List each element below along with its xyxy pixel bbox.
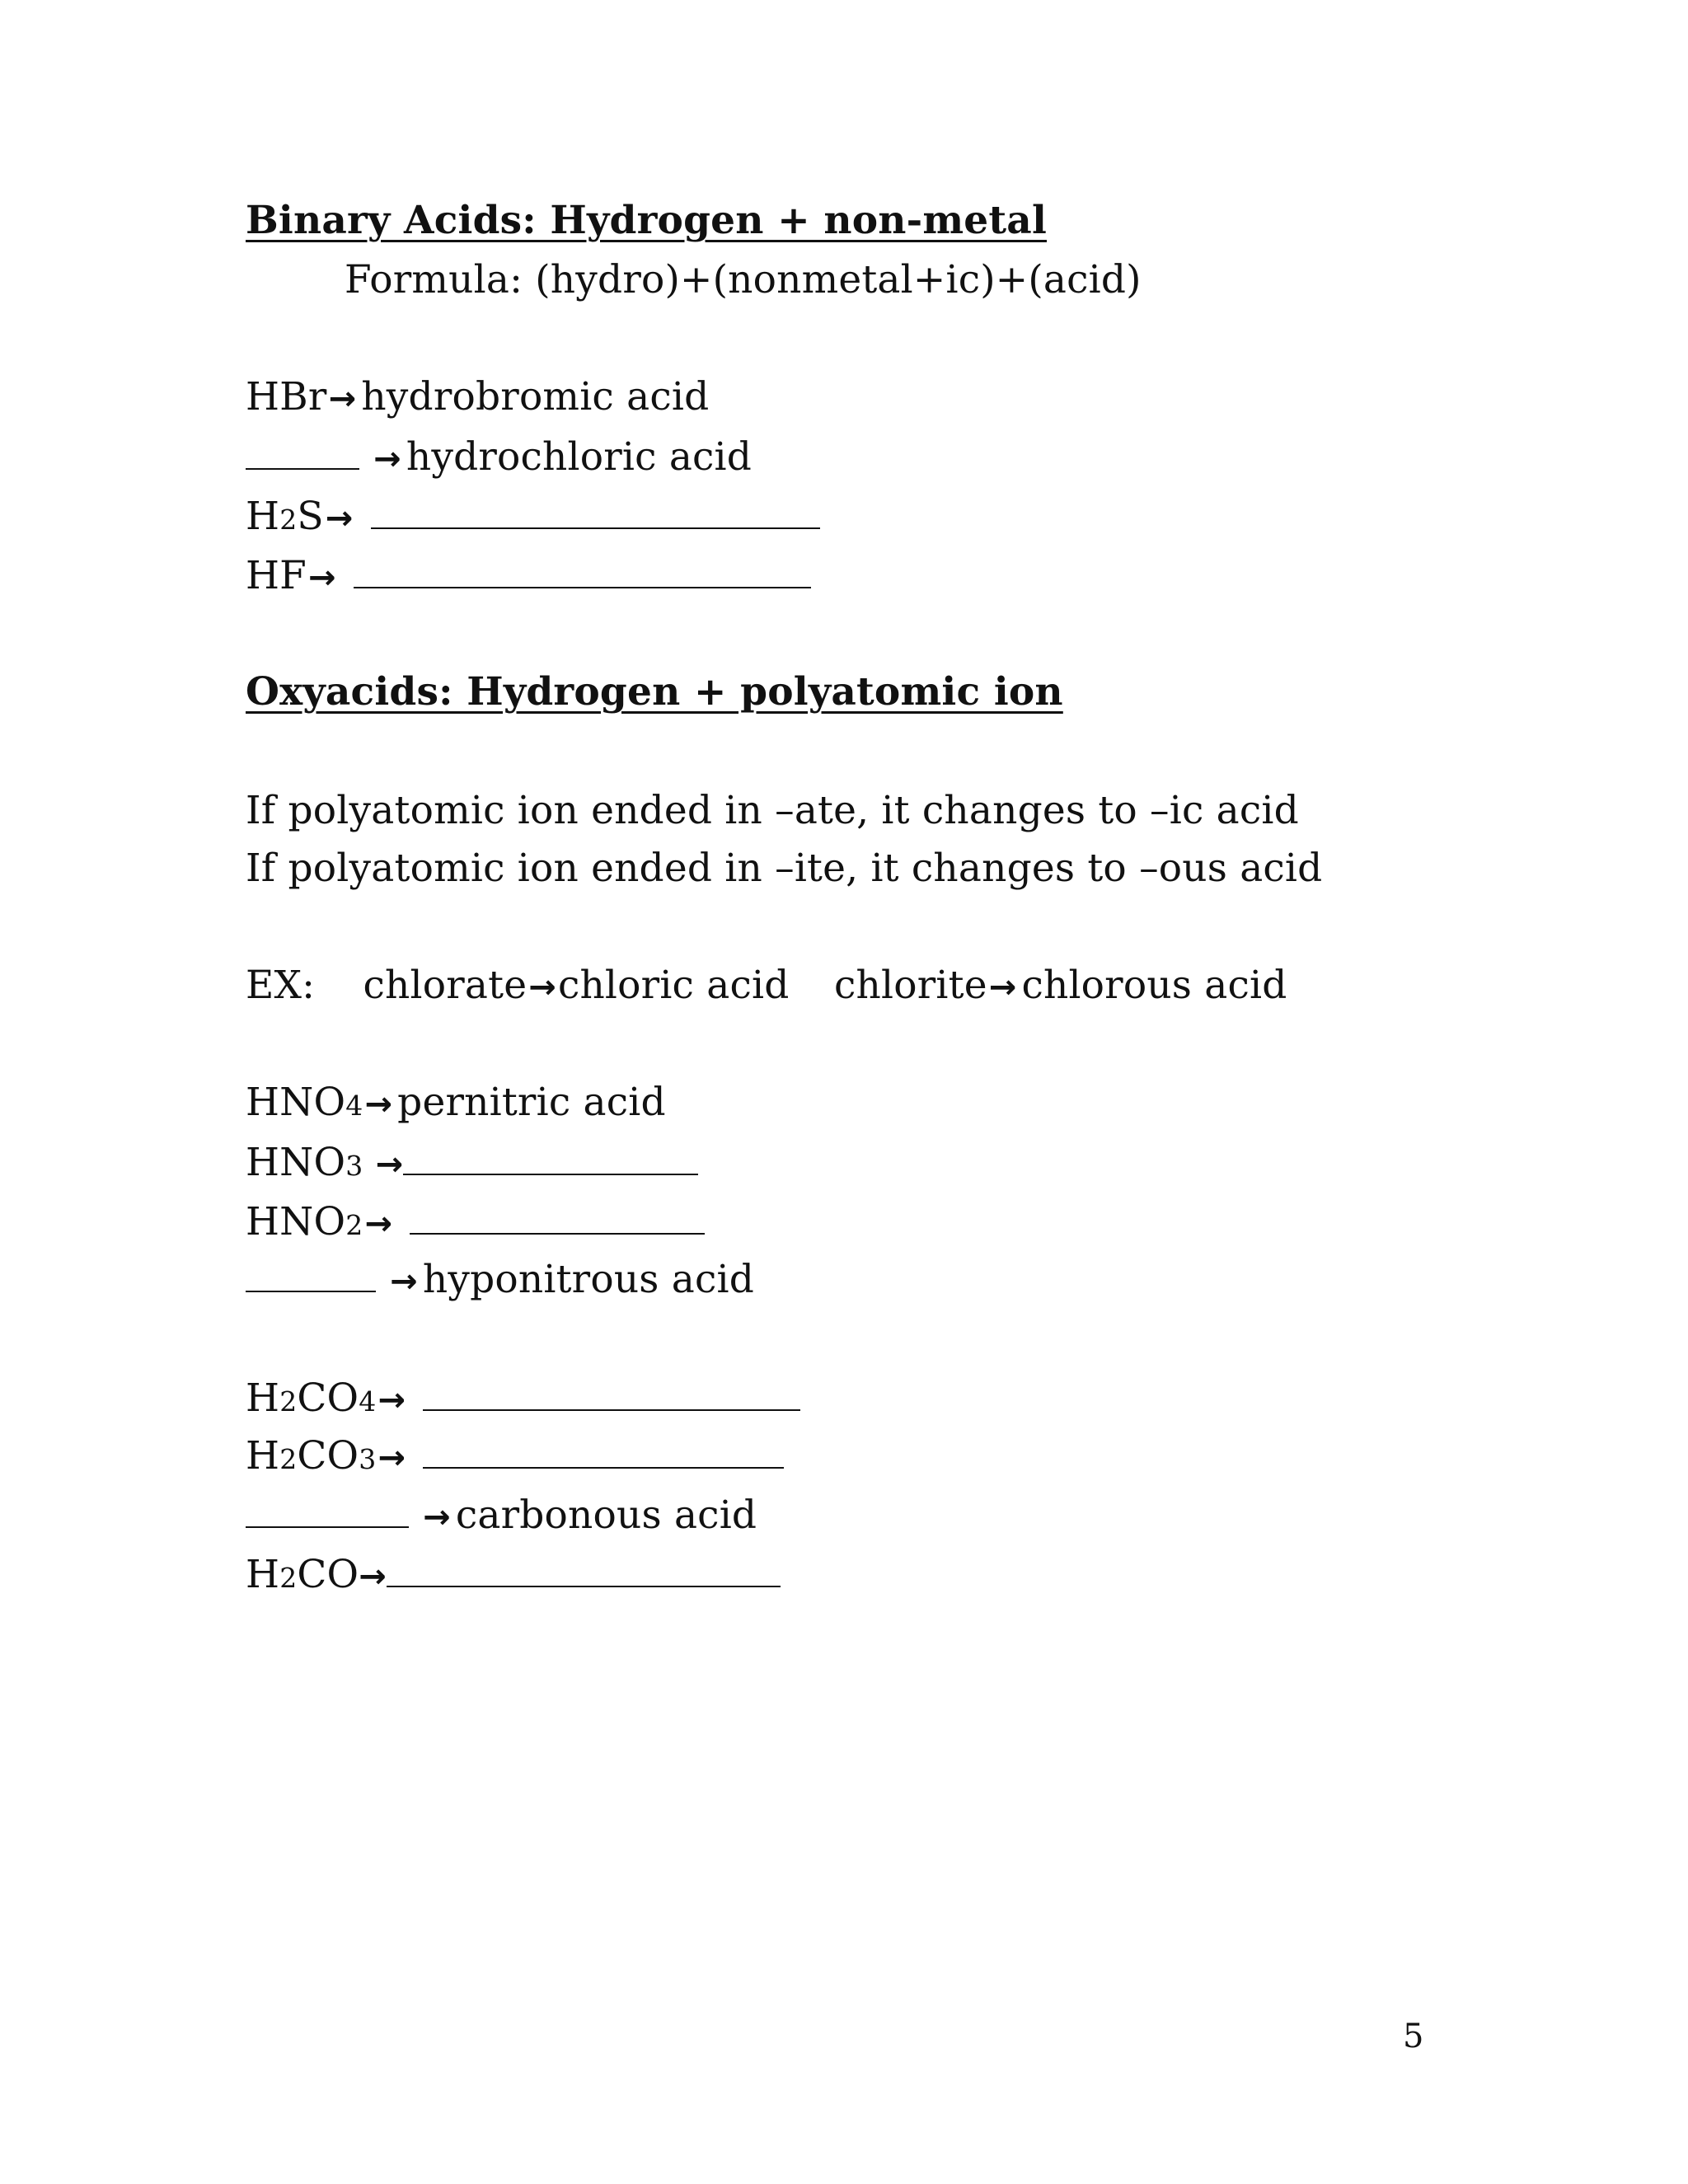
acid-name: carbonous acid (455, 1493, 757, 1538)
example-2-right: chlorous acid (1021, 963, 1287, 1008)
right-arrow-icon: → (423, 1498, 451, 1536)
right-arrow-icon: → (308, 559, 336, 597)
binary-item-hf (246, 551, 811, 602)
binary-formula: Formula: (hydro)+(nonmetal+ic)+(acid) (345, 257, 1142, 302)
formula-text: H2CO3 (246, 1433, 377, 1479)
formula-text: HBr (246, 374, 327, 419)
example-row (246, 961, 789, 1012)
example-1-right: chloric acid (557, 963, 790, 1008)
nitrogen-item-hno3 (246, 1137, 698, 1191)
answer-blank[interactable] (387, 1549, 781, 1587)
example-label: EX: (246, 963, 316, 1008)
example-row-2 (834, 961, 1287, 1012)
answer-blank[interactable] (410, 1197, 705, 1235)
example-2-left: chlorite (834, 963, 987, 1008)
right-arrow-icon: → (359, 1558, 387, 1596)
formula-text: HNO3 (246, 1140, 363, 1185)
right-arrow-icon: → (364, 1085, 393, 1123)
acid-name: pernitric acid (397, 1080, 666, 1125)
answer-blank[interactable] (423, 1373, 800, 1411)
answer-blank[interactable] (423, 1431, 784, 1469)
answer-blank[interactable] (354, 551, 811, 588)
formula-text: H2CO (246, 1552, 359, 1597)
right-arrow-icon: → (364, 1205, 393, 1243)
nitrogen-item-hno2 (246, 1197, 705, 1250)
carbon-item-carbonous (246, 1490, 757, 1542)
acid-name: hydrochloric acid (406, 434, 753, 480)
carbon-item-h2co3 (246, 1431, 784, 1484)
acid-name: hydrobromic acid (361, 374, 710, 419)
carbon-item-h2co (246, 1549, 781, 1603)
right-arrow-icon: → (377, 1439, 406, 1477)
answer-blank[interactable] (246, 1490, 409, 1528)
formula-text: H2CO4 (246, 1376, 377, 1421)
right-arrow-icon: → (528, 968, 556, 1006)
right-arrow-icon: → (328, 380, 357, 418)
carbon-item-h2co4 (246, 1373, 800, 1427)
right-arrow-icon: → (325, 499, 354, 537)
answer-blank[interactable] (246, 432, 359, 470)
binary-acids-heading: Binary Acids: Hydrogen + non-metal (246, 198, 1047, 243)
rule-ate: If polyatomic ion ended in –ate, it changes to –ic acid (246, 788, 1299, 833)
answer-blank[interactable] (371, 491, 820, 529)
binary-item-h2s (246, 491, 820, 545)
rule-ite: If polyatomic ion ended in –ite, it changes to –ous acid (246, 846, 1323, 891)
right-arrow-icon: → (390, 1263, 418, 1301)
binary-item-hcl (246, 432, 752, 484)
nitrogen-item-hno4 (246, 1078, 666, 1131)
right-arrow-icon: → (373, 440, 401, 478)
page-number: 5 (1403, 2018, 1424, 2055)
formula-text: HNO2 (246, 1199, 363, 1244)
right-arrow-icon: → (375, 1146, 404, 1183)
binary-item-hbr (246, 373, 709, 424)
right-arrow-icon: → (377, 1381, 406, 1419)
example-1-left: chlorate (363, 963, 528, 1008)
answer-blank[interactable] (246, 1254, 376, 1292)
nitrogen-item-hypo (246, 1254, 754, 1306)
formula-text: H2S (246, 494, 324, 539)
answer-blank[interactable] (403, 1137, 698, 1175)
formula-text: HF (246, 553, 307, 598)
right-arrow-icon: → (988, 968, 1017, 1006)
acid-name: hyponitrous acid (422, 1257, 755, 1302)
formula-text: HNO4 (246, 1080, 363, 1125)
oxyacids-heading: Oxyacids: Hydrogen + polyatomic ion (246, 669, 1063, 715)
